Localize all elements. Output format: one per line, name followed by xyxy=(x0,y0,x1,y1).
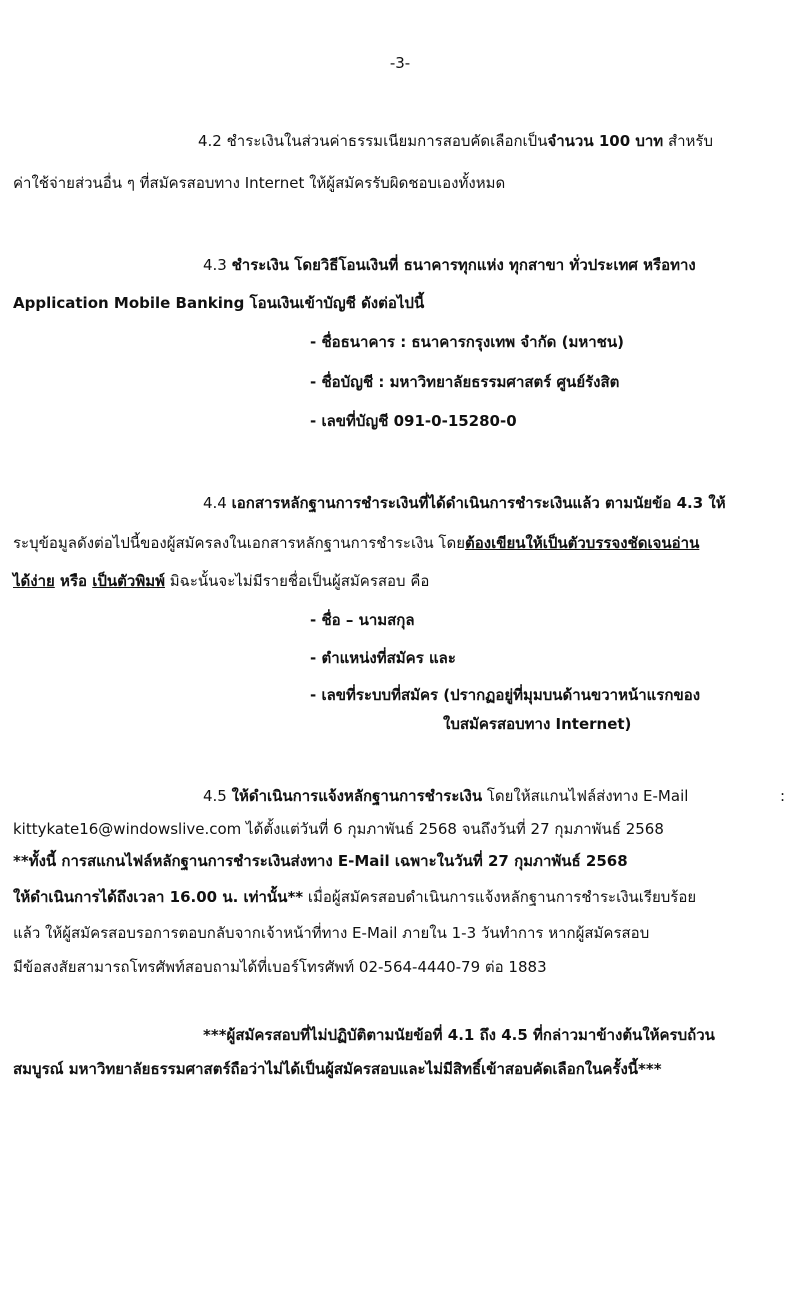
section-4-5-scan-text: โดยให้สแกนไฟล์ส่งทาง E-Mail xyxy=(482,787,689,805)
deadline-text: ให้ดำเนินการได้ถึงเวลา 16.00 น. เท่านั้น** xyxy=(13,888,304,906)
fee-amount: จำนวน 100 บาท xyxy=(547,132,664,150)
section-4-5-line-6: มีข้อสงสัยสามารถโทรศัพท์สอบถามได้ที่เบอร์โทรศัพท์ 02-564-4440-79 ต่อ 1883 xyxy=(13,958,547,976)
section-4-5-line-3: **ทั้งนี้ การสแกนไฟล์หลักฐานการชำระเงินส่งทาง E-Mail เฉพาะในวันที่ 27 กุมภาพันธ์ 2568 xyxy=(13,852,628,870)
notice-line-2: สมบูรณ์ มหาวิทยาลัยธรรมศาสตร์ถือว่าไม่ได้เป็นผู้สมัครสอบและไม่มีสิทธิ์เข้าสอบคัดเลือกในครั้งนี้*** xyxy=(13,1060,662,1078)
required-item-name: - ชื่อ – นามสกุล xyxy=(310,611,415,629)
section-4-5-heading: ให้ดำเนินการแจ้งหลักฐานการชำระเงิน xyxy=(231,787,483,805)
email-address: kittykate16@windowslive.com xyxy=(13,820,242,838)
account-name-item: - ชื่อบัญชี : มหาวิทยาลัยธรรมศาสตร์ ศูนย์รังสิต xyxy=(310,373,620,391)
bank-name-item: - ชื่อธนาคาร : ธนาคารกรุงเทพ จำกัด (มหาชน) xyxy=(310,333,624,351)
section-4-4-number: 4.4 xyxy=(203,494,232,512)
section-4-4-heading: เอกสารหลักฐานการชำระเงินที่ได้ดำเนินการชำระเงินแล้ว ตามนัยข้อ 4.3 ให้ xyxy=(231,494,726,512)
section-4-5-line-2 xyxy=(13,818,664,840)
section-4-5-line-4 xyxy=(13,886,696,908)
account-number-item: - เลขที่บัญชี 091-0-15280-0 xyxy=(310,412,517,430)
section-4-5-line-5: แล้ว ให้ผู้สมัครสอบรอการตอบกลับจากเจ้าหน้าที่ทาง E-Mail ภายใน 1-3 วันทำการ หากผู้สมัครสอบ xyxy=(13,924,650,942)
section-4-4-text: ระบุข้อมูลดังต่อไปนี้ของผู้สมัครลงในเอกสารหลักฐานการชำระเงิน โดย xyxy=(13,534,466,552)
section-4-3-number: 4.3 xyxy=(203,256,232,274)
section-4-5-colon: : xyxy=(780,787,786,805)
section-4-3-line-2: Application Mobile Banking โอนเงินเข้าบัญชี ดังต่อไปนี้ xyxy=(13,294,425,312)
typed-requirement: เป็นตัวพิมพ์ xyxy=(92,572,165,590)
section-4-2-line-2: ค่าใช้จ่ายส่วนอื่น ๆ ที่สมัครสอบทาง Internet ให้ผู้สมัครรับผิดชอบเองทั้งหมด xyxy=(13,174,506,192)
section-4-5-line-1 xyxy=(203,785,688,807)
or-text: หรือ xyxy=(54,572,88,590)
section-4-3-line-1 xyxy=(203,254,696,276)
section-4-3-heading: ชำระเงิน โดยวิธีโอนเงินที่ ธนาคารทุกแห่ง ทุกสาขา ทั่วประเทศ หรือทาง xyxy=(231,256,696,274)
easy-to-read-text: ได้ง่าย xyxy=(13,572,55,590)
handwriting-requirement: ต้องเขียนให้เป็นตัวบรรจงชัดเจนอ่าน xyxy=(465,534,700,552)
page-number: -3- xyxy=(389,54,411,72)
section-4-4-line-1 xyxy=(203,492,726,514)
section-4-4-line-2 xyxy=(13,532,699,554)
section-4-2-text-end: สำหรับ xyxy=(663,132,714,150)
date-range-text: ได้ตั้งแต่วันที่ 6 กุมภาพันธ์ 2568 จนถึงวันที่ 27 กุมภาพันธ์ 2568 xyxy=(241,820,664,838)
required-item-system-number-cont: ใบสมัครสอบทาง Internet) xyxy=(443,715,632,733)
required-item-system-number: - เลขที่ระบบที่สมัคร (ปรากฏอยู่ที่มุมบนด้านขวาหน้าแรกของ xyxy=(310,686,701,704)
section-4-2-text: 4.2 ชำระเงินในส่วนค่าธรรมเนียมการสอบคัดเลือกเป็น xyxy=(198,132,548,150)
notice-line-1: ***ผู้สมัครสอบที่ไม่ปฏิบัติตามนัยข้อที่ 4.1 ถึง 4.5 ที่กล่าวมาข้างต้นให้ครบถ้วน xyxy=(203,1026,715,1044)
section-4-4-line-3 xyxy=(13,570,429,592)
section-4-5-text: เมื่อผู้สมัครสอบดำเนินการแจ้งหลักฐานการชำระเงินเรียบร้อย xyxy=(303,888,697,906)
required-item-position: - ตำแหน่งที่สมัคร และ xyxy=(310,649,456,667)
section-4-4-text-end: มิฉะนั้นจะไม่มีรายชื่อเป็นผู้สมัครสอบ คือ xyxy=(164,572,430,590)
section-4-2-line-1 xyxy=(198,130,713,152)
section-4-5-number: 4.5 xyxy=(203,787,232,805)
